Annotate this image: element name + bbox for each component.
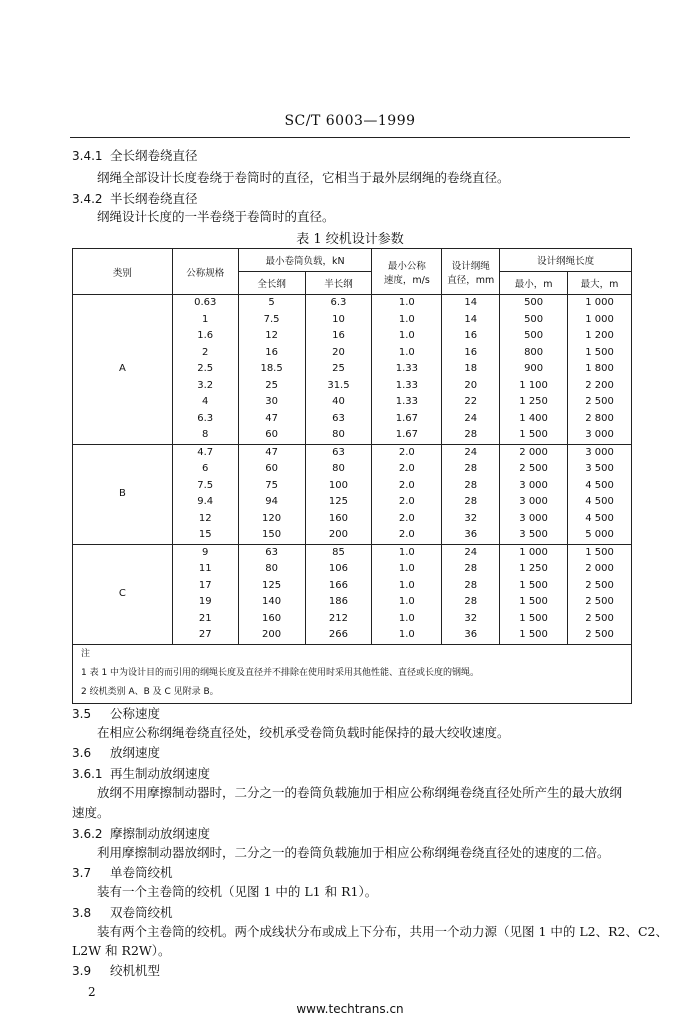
category-cell: B [73,444,173,544]
half-rope-load-cell: 31.5 [305,378,372,395]
min-length-cell: 1 500 [500,578,568,595]
min-length-cell: 900 [500,361,568,378]
min-speed-cell: 1.0 [372,561,442,578]
min-length-cell: 2 000 [500,444,568,461]
full-rope-load-cell: 75 [238,478,305,495]
half-rope-load-cell: 212 [305,611,372,628]
paragraph: 在相应公称纲绳卷绕直径处，绞机承受卷筒负载时能保持的最大绞收速度。 [97,725,510,740]
note-item: 1 表 1 中为设计目的而引用的纲绳长度及直径并不排除在使用时采用其他性能、直径或长度的钢绳。 [73,665,632,683]
note-item: 2 绞机类别 A、B 及 C 见附录 B。 [73,683,632,704]
min-speed-cell: 2.0 [372,511,442,528]
section-title: 单卷筒绞机 [109,865,173,880]
half-rope-load-cell: 106 [305,561,372,578]
full-rope-load-cell: 60 [238,461,305,478]
min-speed-cell: 2.0 [372,494,442,511]
spec-cell: 21 [172,611,238,628]
section-3-6-heading [72,744,160,762]
spec-cell: 4.7 [172,444,238,461]
rope-diameter-cell: 28 [442,578,500,595]
section-number: 3.7 [72,866,92,880]
min-speed-cell: 1.0 [372,594,442,611]
section-3-5-heading [72,705,160,723]
notes-label: 注 [73,644,632,665]
rope-diameter-cell: 32 [442,511,500,528]
section-3-8-heading [72,904,173,922]
rope-diameter-cell: 28 [442,561,500,578]
min-length-cell: 3 500 [500,527,568,544]
spec-cell: 27 [172,627,238,644]
half-rope-load-cell: 63 [305,411,372,428]
section-3-4-1-heading [72,147,198,165]
spec-cell: 15 [172,527,238,544]
section-number: 3.6.2 [72,827,103,841]
max-length-cell: 1 000 [568,312,632,329]
paragraph: 装有两个主卷筒的绞机。两个成线状分布或成上下分布，共用一个动力源（见图 1 中的 L2、R2、C2、 [97,924,669,939]
half-rope-load-cell: 85 [305,544,372,561]
min-speed-cell: 2.0 [372,527,442,544]
spec-cell: 0.63 [172,295,238,312]
half-rope-load-cell: 20 [305,345,372,362]
paragraph: 放纲不用摩擦制动器时，二分之一的卷筒负载施加于相应公称纲绳卷绕直径处所产生的最大放纲 [97,785,623,800]
min-length-cell: 1 400 [500,411,568,428]
min-speed-cell: 1.67 [372,427,442,444]
min-speed-cell: 1.0 [372,578,442,595]
max-length-cell: 1 800 [568,361,632,378]
max-length-cell: 2 000 [568,561,632,578]
header-line: 设计纲绳 [451,260,490,272]
paragraph: 装有一个主卷筒的绞机（见图 1 中的 L1 和 R1）。 [97,884,378,899]
footer-url: www.techtrans.cn [296,1002,404,1016]
min-length-cell: 500 [500,328,568,345]
section-title: 再生制动放纲速度 [109,766,210,781]
half-rope-load-cell: 200 [305,527,372,544]
col-header-min-length: 最小，m [500,272,568,295]
min-length-cell: 1 500 [500,611,568,628]
page-number: 2 [88,985,96,999]
full-rope-load-cell: 140 [238,594,305,611]
half-rope-load-cell: 25 [305,361,372,378]
full-rope-load-cell: 7.5 [238,312,305,329]
rope-diameter-cell: 28 [442,461,500,478]
table-row [73,295,632,312]
rope-diameter-cell: 36 [442,527,500,544]
header-line: 直径，mm [447,274,495,286]
max-length-cell: 2 500 [568,627,632,644]
half-rope-load-cell: 40 [305,394,372,411]
section-title: 公称速度 [109,706,160,721]
full-rope-load-cell: 150 [238,527,305,544]
half-rope-load-cell: 125 [305,494,372,511]
section-title: 放纲速度 [109,745,160,760]
header-line: 速度，m/s [383,274,430,286]
col-header-half-rope: 半长纲 [305,272,372,295]
min-speed-cell: 1.0 [372,345,442,362]
spec-cell: 9.4 [172,494,238,511]
table-row [73,444,632,461]
col-header-full-rope: 全长纲 [238,272,305,295]
min-length-cell: 3 000 [500,478,568,495]
min-speed-cell: 1.33 [372,378,442,395]
col-header-category: 类别 [73,249,173,295]
rope-diameter-cell: 32 [442,611,500,628]
rope-diameter-cell: 22 [442,394,500,411]
full-rope-load-cell: 30 [238,394,305,411]
half-rope-load-cell: 100 [305,478,372,495]
section-3-6-2-heading [72,825,210,843]
rope-diameter-cell: 36 [442,627,500,644]
full-rope-load-cell: 47 [238,411,305,428]
header-line: 最小公称 [387,260,426,272]
half-rope-load-cell: 160 [305,511,372,528]
min-length-cell: 3 000 [500,511,568,528]
rope-diameter-cell: 16 [442,328,500,345]
section-number: 3.4.2 [72,192,103,206]
section-title: 摩擦制动放纲速度 [109,826,210,841]
spec-cell: 19 [172,594,238,611]
min-length-cell: 3 000 [500,494,568,511]
spec-cell: 8 [172,427,238,444]
max-length-cell: 4 500 [568,494,632,511]
min-speed-cell: 2.0 [372,461,442,478]
rope-diameter-cell: 28 [442,594,500,611]
section-3-9-heading [72,962,160,980]
col-header-min-speed [372,249,442,295]
min-length-cell: 1 250 [500,394,568,411]
rope-diameter-cell: 14 [442,295,500,312]
max-length-cell: 2 500 [568,594,632,611]
spec-cell: 6 [172,461,238,478]
min-speed-cell: 1.0 [372,611,442,628]
spec-cell: 2 [172,345,238,362]
full-rope-load-cell: 160 [238,611,305,628]
max-length-cell: 1 200 [568,328,632,345]
rope-diameter-cell: 28 [442,427,500,444]
max-length-cell: 1 000 [568,295,632,312]
category-cell: A [73,295,173,445]
rope-diameter-cell: 24 [442,411,500,428]
max-length-cell: 4 500 [568,511,632,528]
max-length-cell: 4 500 [568,478,632,495]
section-number: 3.6 [72,746,92,760]
spec-cell: 6.3 [172,411,238,428]
max-length-cell: 3 000 [568,427,632,444]
section-title: 绞机机型 [109,963,160,978]
half-rope-load-cell: 80 [305,427,372,444]
half-rope-load-cell: 10 [305,312,372,329]
table-row [73,544,632,561]
spec-cell: 17 [172,578,238,595]
rope-diameter-cell: 14 [442,312,500,329]
section-number: 3.8 [72,906,92,920]
rope-diameter-cell: 16 [442,345,500,362]
spec-cell: 3.2 [172,378,238,395]
section-title: 双卷筒绞机 [109,905,173,920]
min-length-cell: 500 [500,295,568,312]
spec-cell: 4 [172,394,238,411]
max-length-cell: 2 800 [568,411,632,428]
full-rope-load-cell: 16 [238,345,305,362]
rope-diameter-cell: 28 [442,494,500,511]
table-notes [73,644,632,703]
rope-diameter-cell: 28 [442,478,500,495]
min-length-cell: 1 500 [500,427,568,444]
max-length-cell: 2 200 [568,378,632,395]
spec-cell: 12 [172,511,238,528]
section-3-4-2-heading [72,190,198,208]
section-number: 3.9 [72,964,92,978]
spec-cell: 1.6 [172,328,238,345]
half-rope-load-cell: 186 [305,594,372,611]
table-body [73,295,632,645]
min-length-cell: 500 [500,312,568,329]
full-rope-load-cell: 120 [238,511,305,528]
min-speed-cell: 1.0 [372,627,442,644]
max-length-cell: 2 500 [568,611,632,628]
section-title: 全长纲卷绕直径 [109,148,198,163]
min-length-cell: 800 [500,345,568,362]
half-rope-load-cell: 16 [305,328,372,345]
col-header-rope-diameter [442,249,500,295]
category-cell: C [73,544,173,644]
full-rope-load-cell: 5 [238,295,305,312]
min-speed-cell: 1.0 [372,312,442,329]
half-rope-load-cell: 63 [305,444,372,461]
max-length-cell: 5 000 [568,527,632,544]
paragraph-continuation: 速度。 [72,805,110,820]
full-rope-load-cell: 47 [238,444,305,461]
paragraph: 纲绳设计长度的一半卷绕于卷筒时的直径。 [97,209,335,224]
paragraph: 纲绳全部设计长度卷绕于卷筒时的直径，它相当于最外层纲绳的卷绕直径。 [97,170,510,185]
paragraph-continuation: L2W 和 R2W）。 [72,943,171,958]
full-rope-load-cell: 94 [238,494,305,511]
section-3-7-heading [72,864,173,882]
header-rule [70,137,630,138]
full-rope-load-cell: 200 [238,627,305,644]
half-rope-load-cell: 166 [305,578,372,595]
max-length-cell: 1 500 [568,544,632,561]
section-title: 半长纲卷绕直径 [109,191,198,206]
section-3-6-1-heading [72,765,210,783]
paragraph: 利用摩擦制动器放纲时，二分之一的卷筒负载施加于相应公称纲绳卷绕直径处的速度的二倍。 [97,845,610,860]
col-header-spec: 公称规格 [172,249,238,295]
rope-diameter-cell: 18 [442,361,500,378]
table-caption: 表 1 绞机设计参数 [296,232,404,247]
spec-cell: 11 [172,561,238,578]
winch-design-parameters-table [72,248,632,704]
full-rope-load-cell: 80 [238,561,305,578]
max-length-cell: 3 000 [568,444,632,461]
min-speed-cell: 1.33 [372,361,442,378]
spec-cell: 2.5 [172,361,238,378]
full-rope-load-cell: 18.5 [238,361,305,378]
max-length-cell: 1 500 [568,345,632,362]
min-speed-cell: 1.0 [372,328,442,345]
min-length-cell: 1 250 [500,561,568,578]
min-speed-cell: 2.0 [372,444,442,461]
half-rope-load-cell: 266 [305,627,372,644]
full-rope-load-cell: 25 [238,378,305,395]
spec-cell: 7.5 [172,478,238,495]
full-rope-load-cell: 125 [238,578,305,595]
rope-diameter-cell: 20 [442,378,500,395]
max-length-cell: 3 500 [568,461,632,478]
min-speed-cell: 1.0 [372,544,442,561]
full-rope-load-cell: 12 [238,328,305,345]
min-length-cell: 1 500 [500,627,568,644]
min-speed-cell: 1.33 [372,394,442,411]
col-header-max-length: 最大，m [568,272,632,295]
min-length-cell: 2 500 [500,461,568,478]
spec-cell: 1 [172,312,238,329]
min-speed-cell: 1.67 [372,411,442,428]
min-length-cell: 1 500 [500,594,568,611]
section-number: 3.5 [72,707,92,721]
col-header-rope-length: 设计纲绳长度 [500,249,632,272]
max-length-cell: 2 500 [568,394,632,411]
full-rope-load-cell: 60 [238,427,305,444]
min-length-cell: 1 000 [500,544,568,561]
half-rope-load-cell: 6.3 [305,295,372,312]
section-number: 3.6.1 [72,767,103,781]
col-header-min-load: 最小卷筒负载，kN [238,249,372,272]
section-number: 3.4.1 [72,149,103,163]
min-speed-cell: 2.0 [372,478,442,495]
rope-diameter-cell: 24 [442,444,500,461]
min-length-cell: 1 100 [500,378,568,395]
page-header: SC/T 6003—1999 [284,113,416,129]
half-rope-load-cell: 80 [305,461,372,478]
full-rope-load-cell: 63 [238,544,305,561]
min-speed-cell: 1.0 [372,295,442,312]
spec-cell: 9 [172,544,238,561]
rope-diameter-cell: 24 [442,544,500,561]
max-length-cell: 2 500 [568,578,632,595]
